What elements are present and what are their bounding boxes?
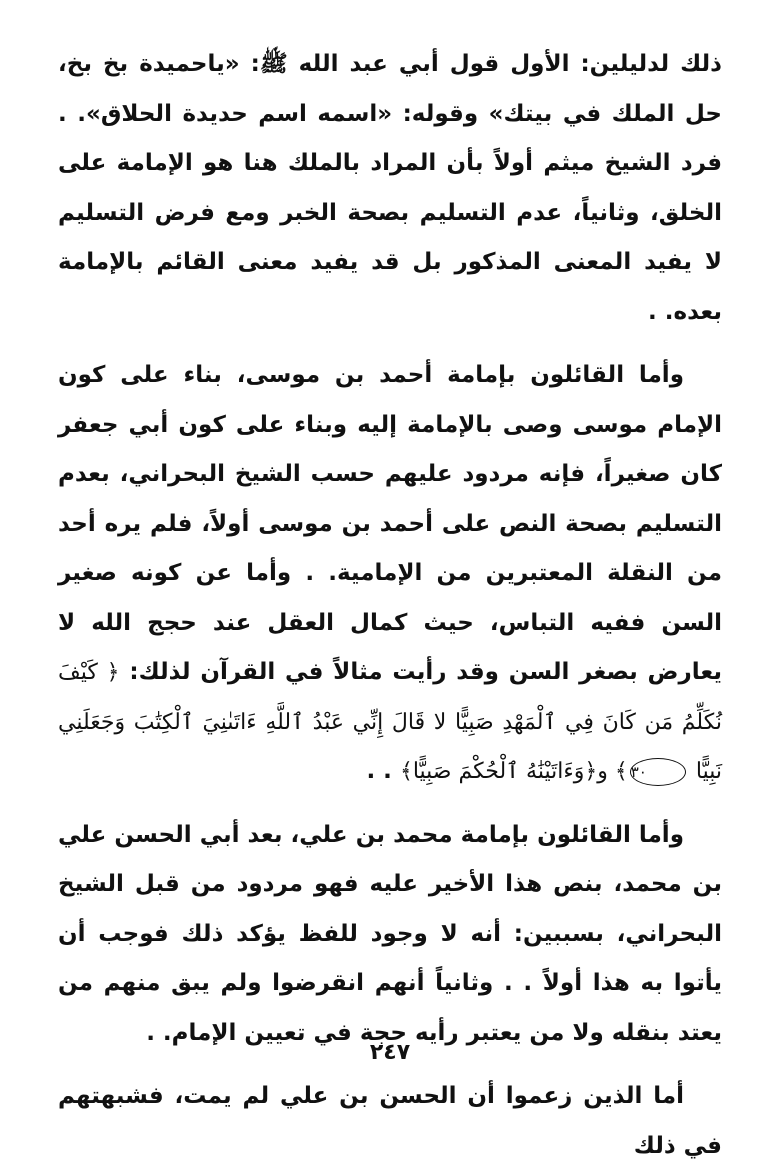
body-text [58, 40, 722, 1171]
quran-connector: ﴾ و [597, 759, 628, 784]
paragraph-2 [58, 351, 722, 797]
paragraph-3: وأما القائلون بإمامة محمد بن علي، بعد أبي الحسن علي بن محمد، بنص هذا الأخير عليه فهو مردود من قبل الشيخ البحراني، بسببين: أنه لا وجود للفظ يؤكد ذلك فوجب أن يأتوا به هذا أولاً . . وثانياً أنهم انقرضوا ولم يبق منهم من يعتد بنقله ولا من يعتبر رأيه حجة في تعيين الإمام. . [58, 821, 722, 1046]
quran-quote-1: ﴿ كَيْفَ نُكَلِّمُ مَن كَانَ فِي ٱلْمَهْدِ صَبِيًّا لا قَالَ إِنِّي عَبْدُ ٱللَّهِ ءَاتَىٰنِيَ ٱلْكِتَٰبَ وَجَعَلَنِي نَبِيًّا [58, 660, 722, 784]
quran-quote-2: ﴿وَءَاتَيْنَٰهُ ٱلْحُكْمَ صَبِيًّا﴾ [399, 759, 598, 784]
paragraph-1: ذلك لدليلين: الأول قول أبي عبد الله ﷺ: «ياحميدة بخ بخ، حل الملك في بيتك» وقوله: «اسمه اسم حديدة الحلاق». . فرد الشيخ ميثم أولاً بأن المراد بالملك هنا هو الإمامة على الخلق، وثانياً، عدم التسليم بصحة الخبر ومع فرض التسليم لا يفيد المعنى المذكور بل قد يفيد معنى القائم بالإمامة بعده. . [58, 51, 722, 325]
paragraph-2-text: وأما القائلون بإمامة أحمد بن موسى، بناء على كون الإمام موسى وصى بالإمامة إليه وبناء على كون أبي جعفر كان صغيراً، فإنه مردود عليهم حسب الشيخ البحراني، بعدم التسليم بصحة النص على أحمد بن موسى أولاً، فلم يره أحد من النقلة المعتبرين من الإمامية. . وأما عن كونه صغير السن ففيه التباس، حيث كمال العقل عند حجج الله لا يعارض بصغر السن وقد رأيت مثالاً في القرآن لذلك: [58, 362, 722, 685]
verse-number-marker: ٣٠ [630, 758, 686, 786]
paragraph-2-end: . . [366, 758, 400, 784]
paragraph-4: أما الذين زعموا أن الحسن بن علي لم يمت، فشبهتهم في ذلك [58, 1083, 722, 1159]
page-number: ٢٤٧ [369, 1040, 411, 1065]
